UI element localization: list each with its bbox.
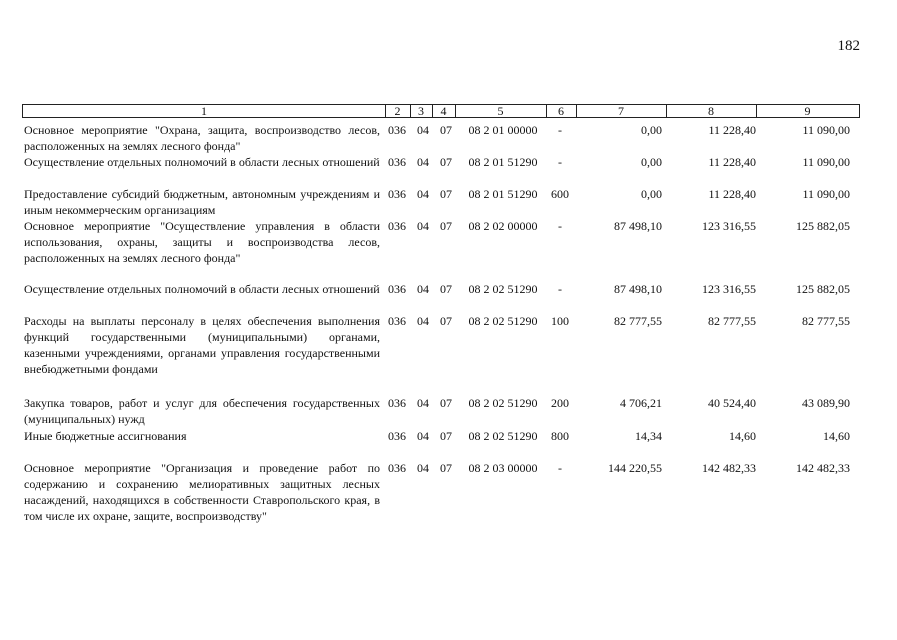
row-col-5: 08 2 03 00000	[468, 461, 538, 475]
row-col-2: 036	[388, 282, 406, 296]
row-col-5: 08 2 02 00000	[468, 219, 538, 233]
row-col-3: 04	[417, 314, 429, 328]
row-col-5: 08 2 02 51290	[468, 314, 538, 328]
row-col-3: 04	[417, 461, 429, 475]
row-col-6: 100	[551, 314, 569, 328]
row-col-4: 07	[440, 429, 452, 443]
row-name: Основное мероприятие "Осуществление управления в области использования, охраны, защиты и воспроизводства лесов, расположенных на землях лесного фонда"	[24, 219, 380, 265]
row-col-4: 07	[440, 282, 452, 296]
row-name: Осуществление отдельных полномочий в области лесных отношений	[24, 282, 380, 296]
row-col-2: 036	[388, 396, 406, 410]
row-col-2: 036	[388, 219, 406, 233]
row-col-9: 11 090,00	[802, 123, 850, 137]
row-col-3: 04	[417, 219, 429, 233]
row-col-6: 200	[551, 396, 569, 410]
row-col-6: 800	[551, 429, 569, 443]
row-name: Основное мероприятие "Организация и проведение работ по содержанию и сохранению мелиоративных защитных лесных насаждений, находящихся в собственности Ставропольского края, в том числе их охране, защите, воспроизводству"	[24, 461, 380, 523]
row-col-6: -	[558, 461, 562, 475]
row-col-5: 08 2 02 51290	[468, 396, 538, 410]
header-col-3: 3	[418, 104, 424, 118]
row-col-8: 142 482,33	[702, 461, 756, 475]
row-col-6: -	[558, 123, 562, 137]
row-col-3: 04	[417, 396, 429, 410]
page-number: 182	[837, 38, 860, 54]
row-col-6: -	[558, 219, 562, 233]
row-col-7: 4 706,21	[620, 396, 662, 410]
row-col-7: 0,00	[641, 187, 662, 201]
row-col-7: 0,00	[641, 123, 662, 137]
row-col-8: 40 524,40	[708, 396, 756, 410]
row-col-4: 07	[440, 187, 452, 201]
row-col-5: 08 2 01 51290	[468, 155, 538, 169]
header-col-1: 1	[201, 104, 207, 118]
row-col-2: 036	[388, 155, 406, 169]
row-col-2: 036	[388, 429, 406, 443]
row-name: Расходы на выплаты персоналу в целях обеспечения выполнения функций государственными (муниципальными) органами, казенными учреждениями, органами управления государственными внебюджетными фондами	[24, 314, 380, 376]
row-col-6: 600	[551, 187, 569, 201]
header-col-4: 4	[440, 104, 447, 118]
row-col-5: 08 2 02 51290	[468, 282, 538, 296]
row-name: Иные бюджетные ассигнования	[24, 429, 187, 443]
row-col-9: 11 090,00	[802, 187, 850, 201]
row-name: Закупка товаров, работ и услуг для обеспечения государственных (муниципальных) нужд	[24, 396, 380, 426]
row-col-4: 07	[440, 461, 452, 475]
row-col-9: 125 882,05	[796, 282, 850, 296]
row-col-8: 123 316,55	[702, 282, 756, 296]
row-col-4: 07	[440, 219, 452, 233]
row-col-9: 142 482,33	[796, 461, 850, 475]
row-col-6: -	[558, 282, 562, 296]
row-col-7: 14,34	[635, 429, 662, 443]
row-col-8: 11 228,40	[708, 187, 756, 201]
row-col-9: 125 882,05	[796, 219, 850, 233]
row-col-7: 87 498,10	[614, 219, 662, 233]
row-col-8: 123 316,55	[702, 219, 756, 233]
row-col-4: 07	[440, 123, 452, 137]
row-col-2: 036	[388, 461, 406, 475]
row-col-4: 07	[440, 396, 452, 410]
row-col-7: 144 220,55	[608, 461, 662, 475]
row-col-7: 82 777,55	[614, 314, 662, 328]
row-name: Предоставление субсидий бюджетным, автономным учреждениям и иным некоммерческим организациям	[24, 187, 380, 217]
row-col-5: 08 2 01 00000	[468, 123, 538, 137]
row-col-9: 82 777,55	[802, 314, 850, 328]
row-col-3: 04	[417, 282, 429, 296]
row-col-7: 87 498,10	[614, 282, 662, 296]
header-col-6: 6	[558, 104, 564, 118]
header-col-5: 5	[497, 104, 504, 118]
row-col-3: 04	[417, 123, 429, 137]
row-col-2: 036	[388, 314, 406, 328]
row-col-3: 04	[417, 187, 429, 201]
row-col-2: 036	[388, 123, 406, 137]
row-col-3: 04	[417, 429, 429, 443]
row-col-7: 0,00	[641, 155, 662, 169]
header-col-7: 7	[618, 104, 624, 118]
row-col-5: 08 2 01 51290	[468, 187, 538, 201]
row-col-8: 82 777,55	[708, 314, 756, 328]
row-col-4: 07	[440, 155, 452, 169]
row-col-8: 11 228,40	[708, 155, 756, 169]
header-col-8: 8	[708, 104, 714, 118]
row-name: Основное мероприятие "Охрана, защита, воспроизводство лесов, расположенных на землях лесного фонда"	[24, 123, 380, 153]
row-col-2: 036	[388, 187, 406, 201]
row-name: Осуществление отдельных полномочий в области лесных отношений	[24, 155, 380, 169]
table-header	[22, 104, 860, 118]
row-col-9: 11 090,00	[802, 155, 850, 169]
header-col-9: 9	[804, 104, 811, 118]
row-col-9: 43 089,90	[802, 396, 850, 410]
row-col-6: -	[558, 155, 562, 169]
row-col-5: 08 2 02 51290	[468, 429, 538, 443]
row-col-4: 07	[440, 314, 452, 328]
row-col-8: 11 228,40	[708, 123, 756, 137]
row-col-3: 04	[417, 155, 429, 169]
header-col-2: 2	[394, 104, 401, 118]
row-col-8: 14,60	[729, 429, 756, 443]
row-col-9: 14,60	[823, 429, 850, 443]
